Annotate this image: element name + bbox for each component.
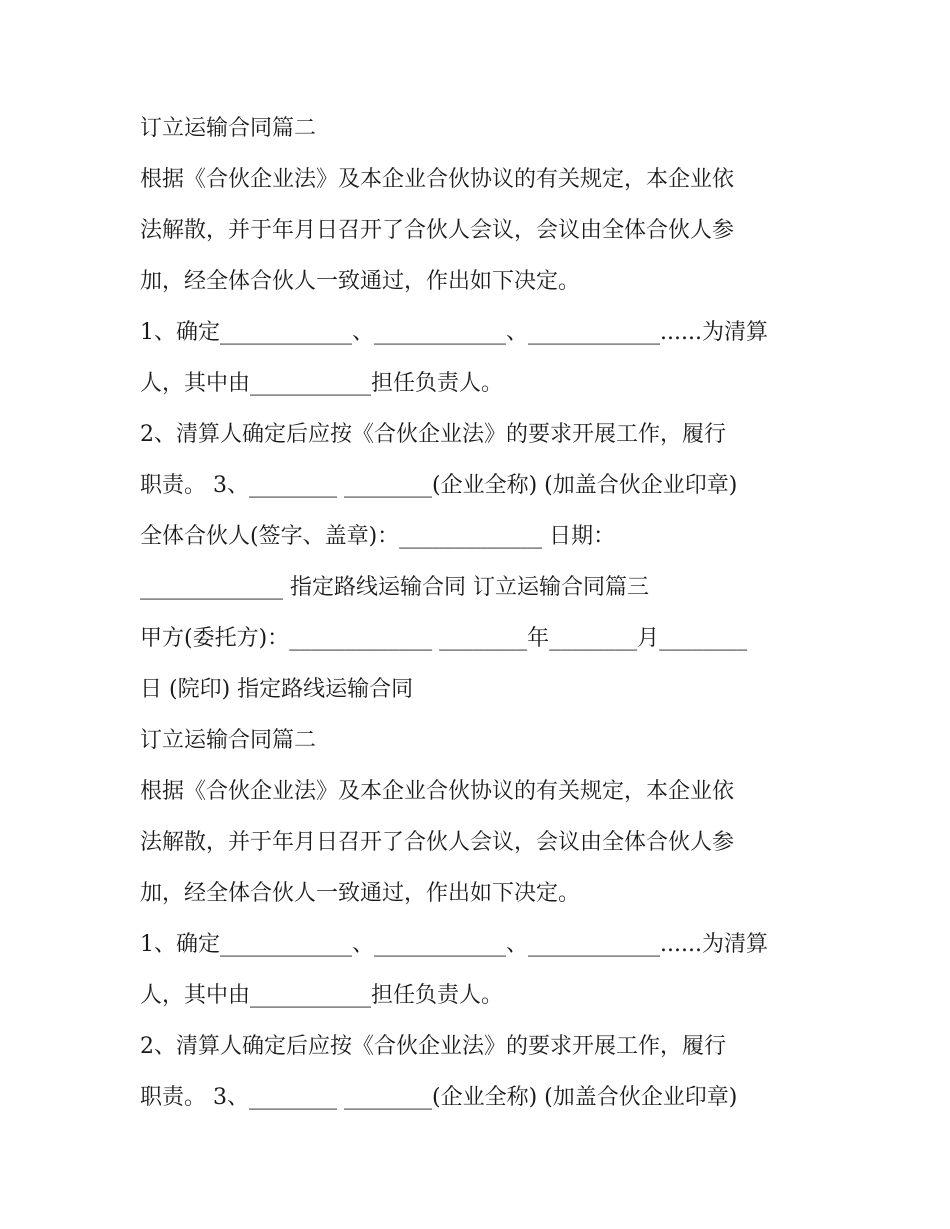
paragraph-line: 根据《合伙企业法》及本企业合伙协议的有关规定，本企业依 [140,779,735,804]
section-title: 订立运输合同篇二 [140,728,317,753]
paragraph-line: 人，其中由___________担任负责人。 [140,983,504,1008]
paragraph-line: 人，其中由___________担任负责人。 [140,371,504,396]
signature-line: 全体合伙人(签字、盖章)：_____________ 日期： [140,524,616,549]
paragraph-line: 2、清算人确定后应按《合伙企业法》的要求开展工作，履行 [140,1034,726,1059]
paragraph-line: _____________ 指定路线运输合同 订立运输合同篇三 [140,575,649,600]
paragraph-line: 加，经全体合伙人一致通过，作出如下决定。 [140,881,581,906]
paragraph-line: 职责。 3、________ ________(企业全称) (加盖合伙企业印章) [140,1085,738,1110]
document-body [140,103,820,1123]
paragraph-line: 2、清算人确定后应按《合伙企业法》的要求开展工作，履行 [140,422,726,447]
paragraph-line: 法解散，并于年月日召开了合伙人会议，会议由全体合伙人参 [140,830,735,855]
paragraph-line: 根据《合伙企业法》及本企业合伙协议的有关规定，本企业依 [140,167,735,192]
section-title: 订立运输合同篇二 [140,116,317,141]
paragraph-line: 1、确定____________、____________、____________......为清算 [140,932,768,957]
paragraph-line: 1、确定____________、____________、____________......为清算 [140,320,768,345]
paragraph-line: 日 (院印) 指定路线运输合同 [140,677,414,702]
paragraph-line: 加，经全体合伙人一致通过，作出如下决定。 [140,269,581,294]
signature-line: 甲方(委托方)：_____________ ________年________月________ [140,626,748,651]
paragraph-line: 法解散，并于年月日召开了合伙人会议，会议由全体合伙人参 [140,218,735,243]
paragraph-line: 职责。 3、________ ________(企业全称) (加盖合伙企业印章) [140,473,738,498]
